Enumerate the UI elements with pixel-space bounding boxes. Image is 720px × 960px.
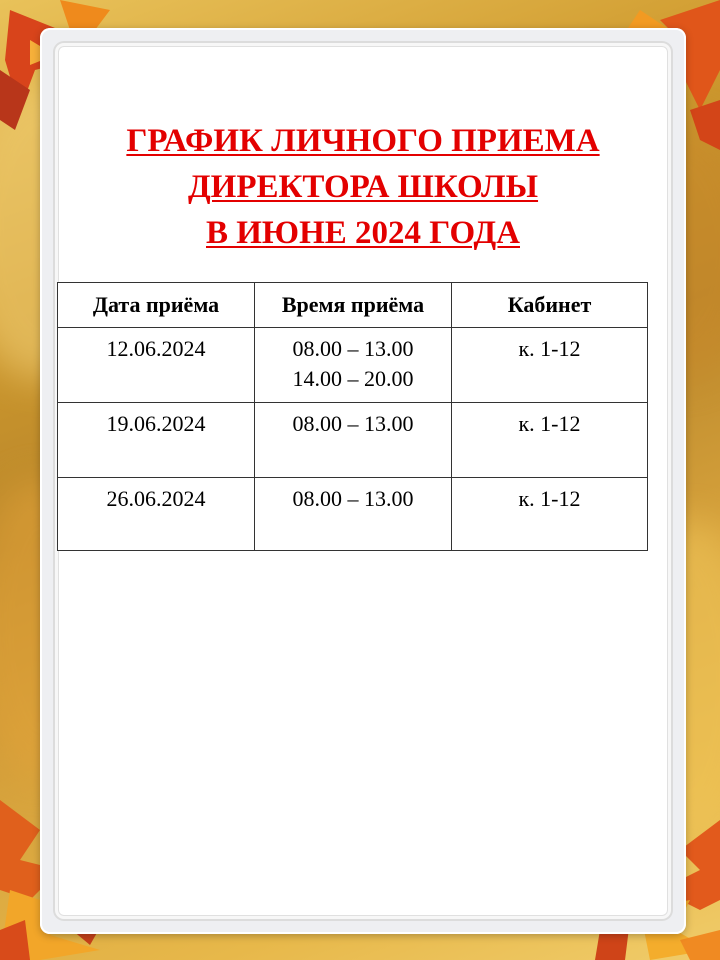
table-header-row	[58, 283, 648, 328]
cell-room: к. 1-12	[452, 403, 648, 478]
cell-date: 12.06.2024	[58, 328, 255, 403]
header-date: Дата приёма	[58, 283, 255, 328]
time-slot: 08.00 – 13.00	[292, 336, 414, 361]
table-row	[58, 328, 648, 403]
time-slot: 08.00 – 13.00	[292, 411, 414, 436]
cell-room: к. 1-12	[452, 478, 648, 551]
table-row	[58, 403, 648, 478]
cell-date: 26.06.2024	[58, 478, 255, 551]
cell-time	[255, 403, 452, 478]
time-slot: 14.00 – 20.00	[292, 366, 414, 391]
cell-time	[255, 478, 452, 551]
schedule-table	[57, 282, 648, 551]
table-row	[58, 478, 648, 551]
header-room: Кабинет	[452, 283, 648, 328]
cell-time	[255, 328, 452, 403]
page-title	[40, 118, 686, 256]
cell-room: к. 1-12	[452, 328, 648, 403]
cell-date: 19.06.2024	[58, 403, 255, 478]
title-line-1: ГРАФИК ЛИЧНОГО ПРИЕМА	[126, 123, 600, 159]
header-time: Время приёма	[255, 283, 452, 328]
title-line-2: ДИРЕКТОРА ШКОЛЫ	[187, 169, 539, 205]
title-line-3: В ИЮНЕ 2024 ГОДА	[206, 215, 520, 251]
time-slot: 08.00 – 13.00	[292, 486, 414, 511]
